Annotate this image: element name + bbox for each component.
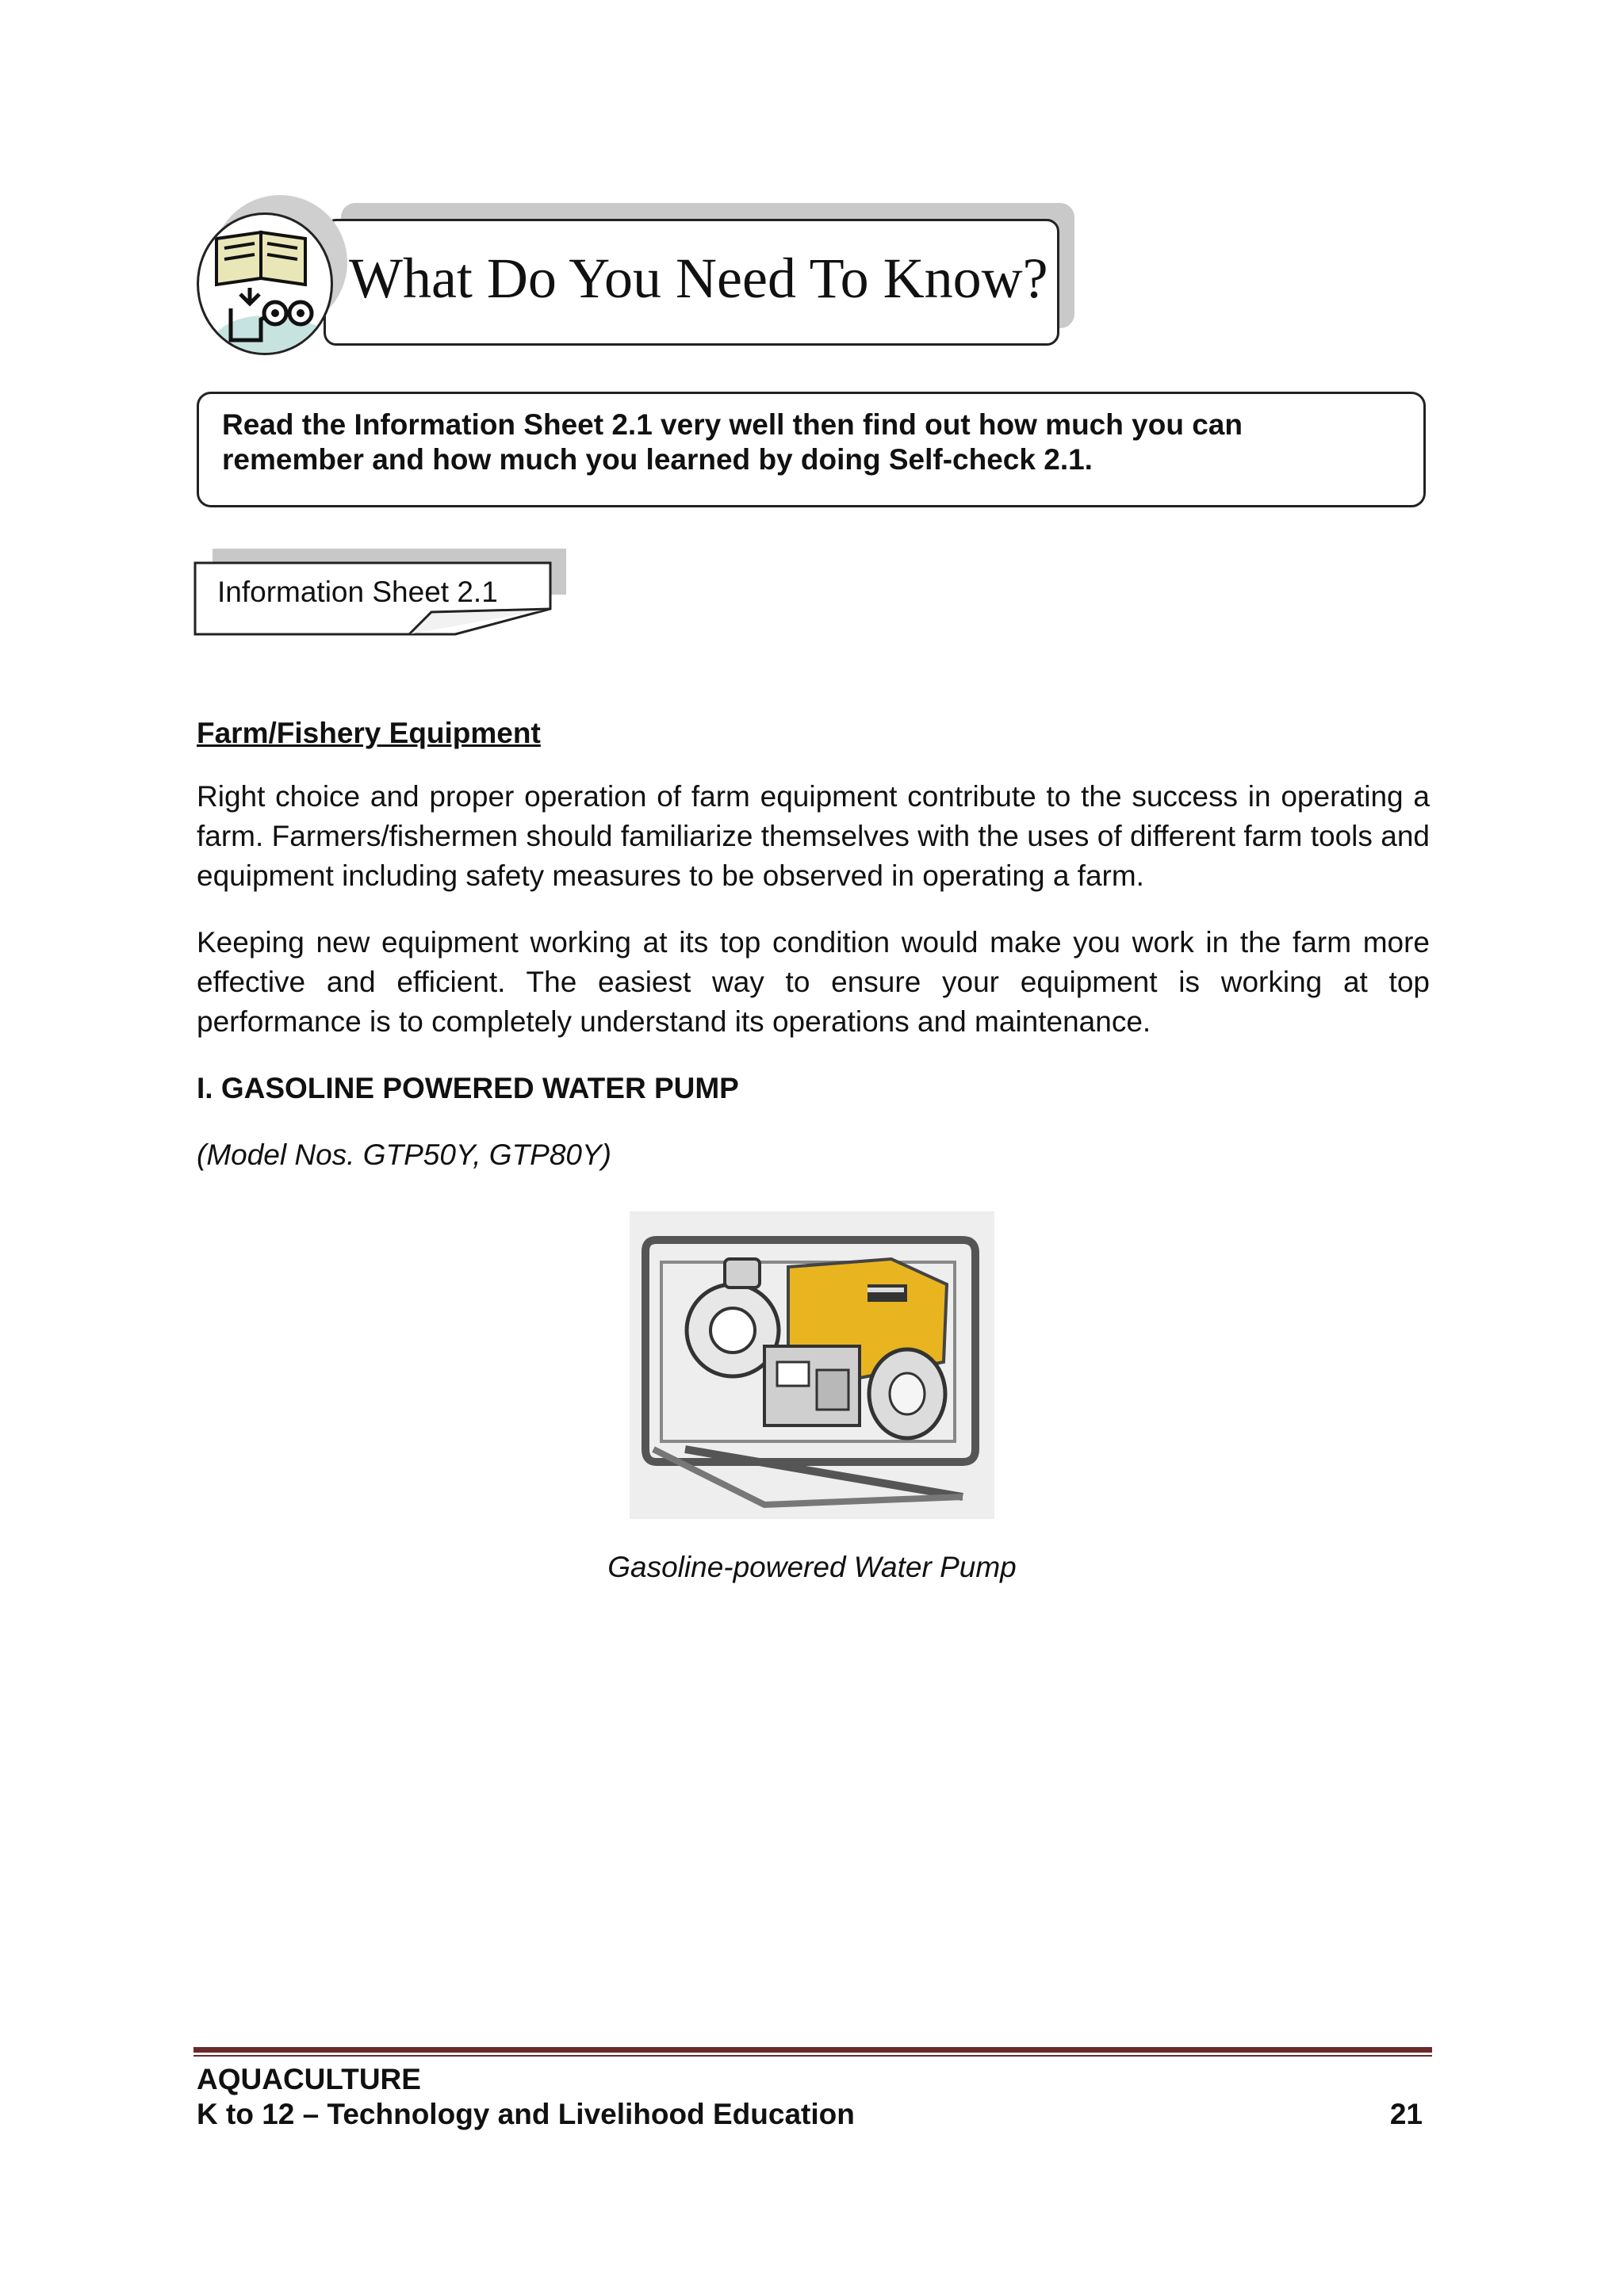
- main-content: [197, 714, 1430, 1175]
- footer-subject: AQUACULTURE: [197, 2063, 421, 2095]
- instruction-line-2: remember and how much you learned by doing Self-check 2.1.: [222, 443, 1093, 476]
- footer-rule-thin: [193, 2055, 1432, 2057]
- instruction-line-1: Read the Information Sheet 2.1 very well then find out how much you can: [222, 408, 1243, 441]
- water-pump-illustration: [630, 1211, 994, 1519]
- info-sheet-label: Information Sheet 2.1: [217, 576, 498, 608]
- reader-book-icon: [197, 212, 333, 355]
- page-title: What Do You Need To Know?: [349, 247, 1048, 310]
- model-numbers: (Model Nos. GTP50Y, GTP80Y): [197, 1138, 612, 1171]
- footer-rule: [193, 2047, 1432, 2053]
- figure-caption: Gasoline-powered Water Pump: [607, 1551, 1017, 1583]
- instruction-text: [222, 408, 1411, 477]
- page-number: 21: [1389, 2098, 1423, 2130]
- footer-course: K to 12 – Technology and Livelihood Education: [197, 2098, 855, 2130]
- subsection-heading: I. GASOLINE POWERED WATER PUMP: [197, 1072, 739, 1104]
- water-pump-figure: [630, 1211, 994, 1519]
- section-title: Farm/Fishery Equipment: [197, 717, 541, 749]
- paragraph-maintenance: Keeping new equipment working at its top condition would make you work in the farm more effective and efficient. The easiest way to ensure your equipment is working at top performance is to completely understand its operations and maintenance.: [197, 926, 1430, 1038]
- paragraph-intro: Right choice and proper operation of farm equipment contribute to the success in operating a farm. Farmers/fishermen should familiarize themselves with the uses of different farm tools and equipment including safety measures to be observed in operating a farm.: [197, 780, 1430, 892]
